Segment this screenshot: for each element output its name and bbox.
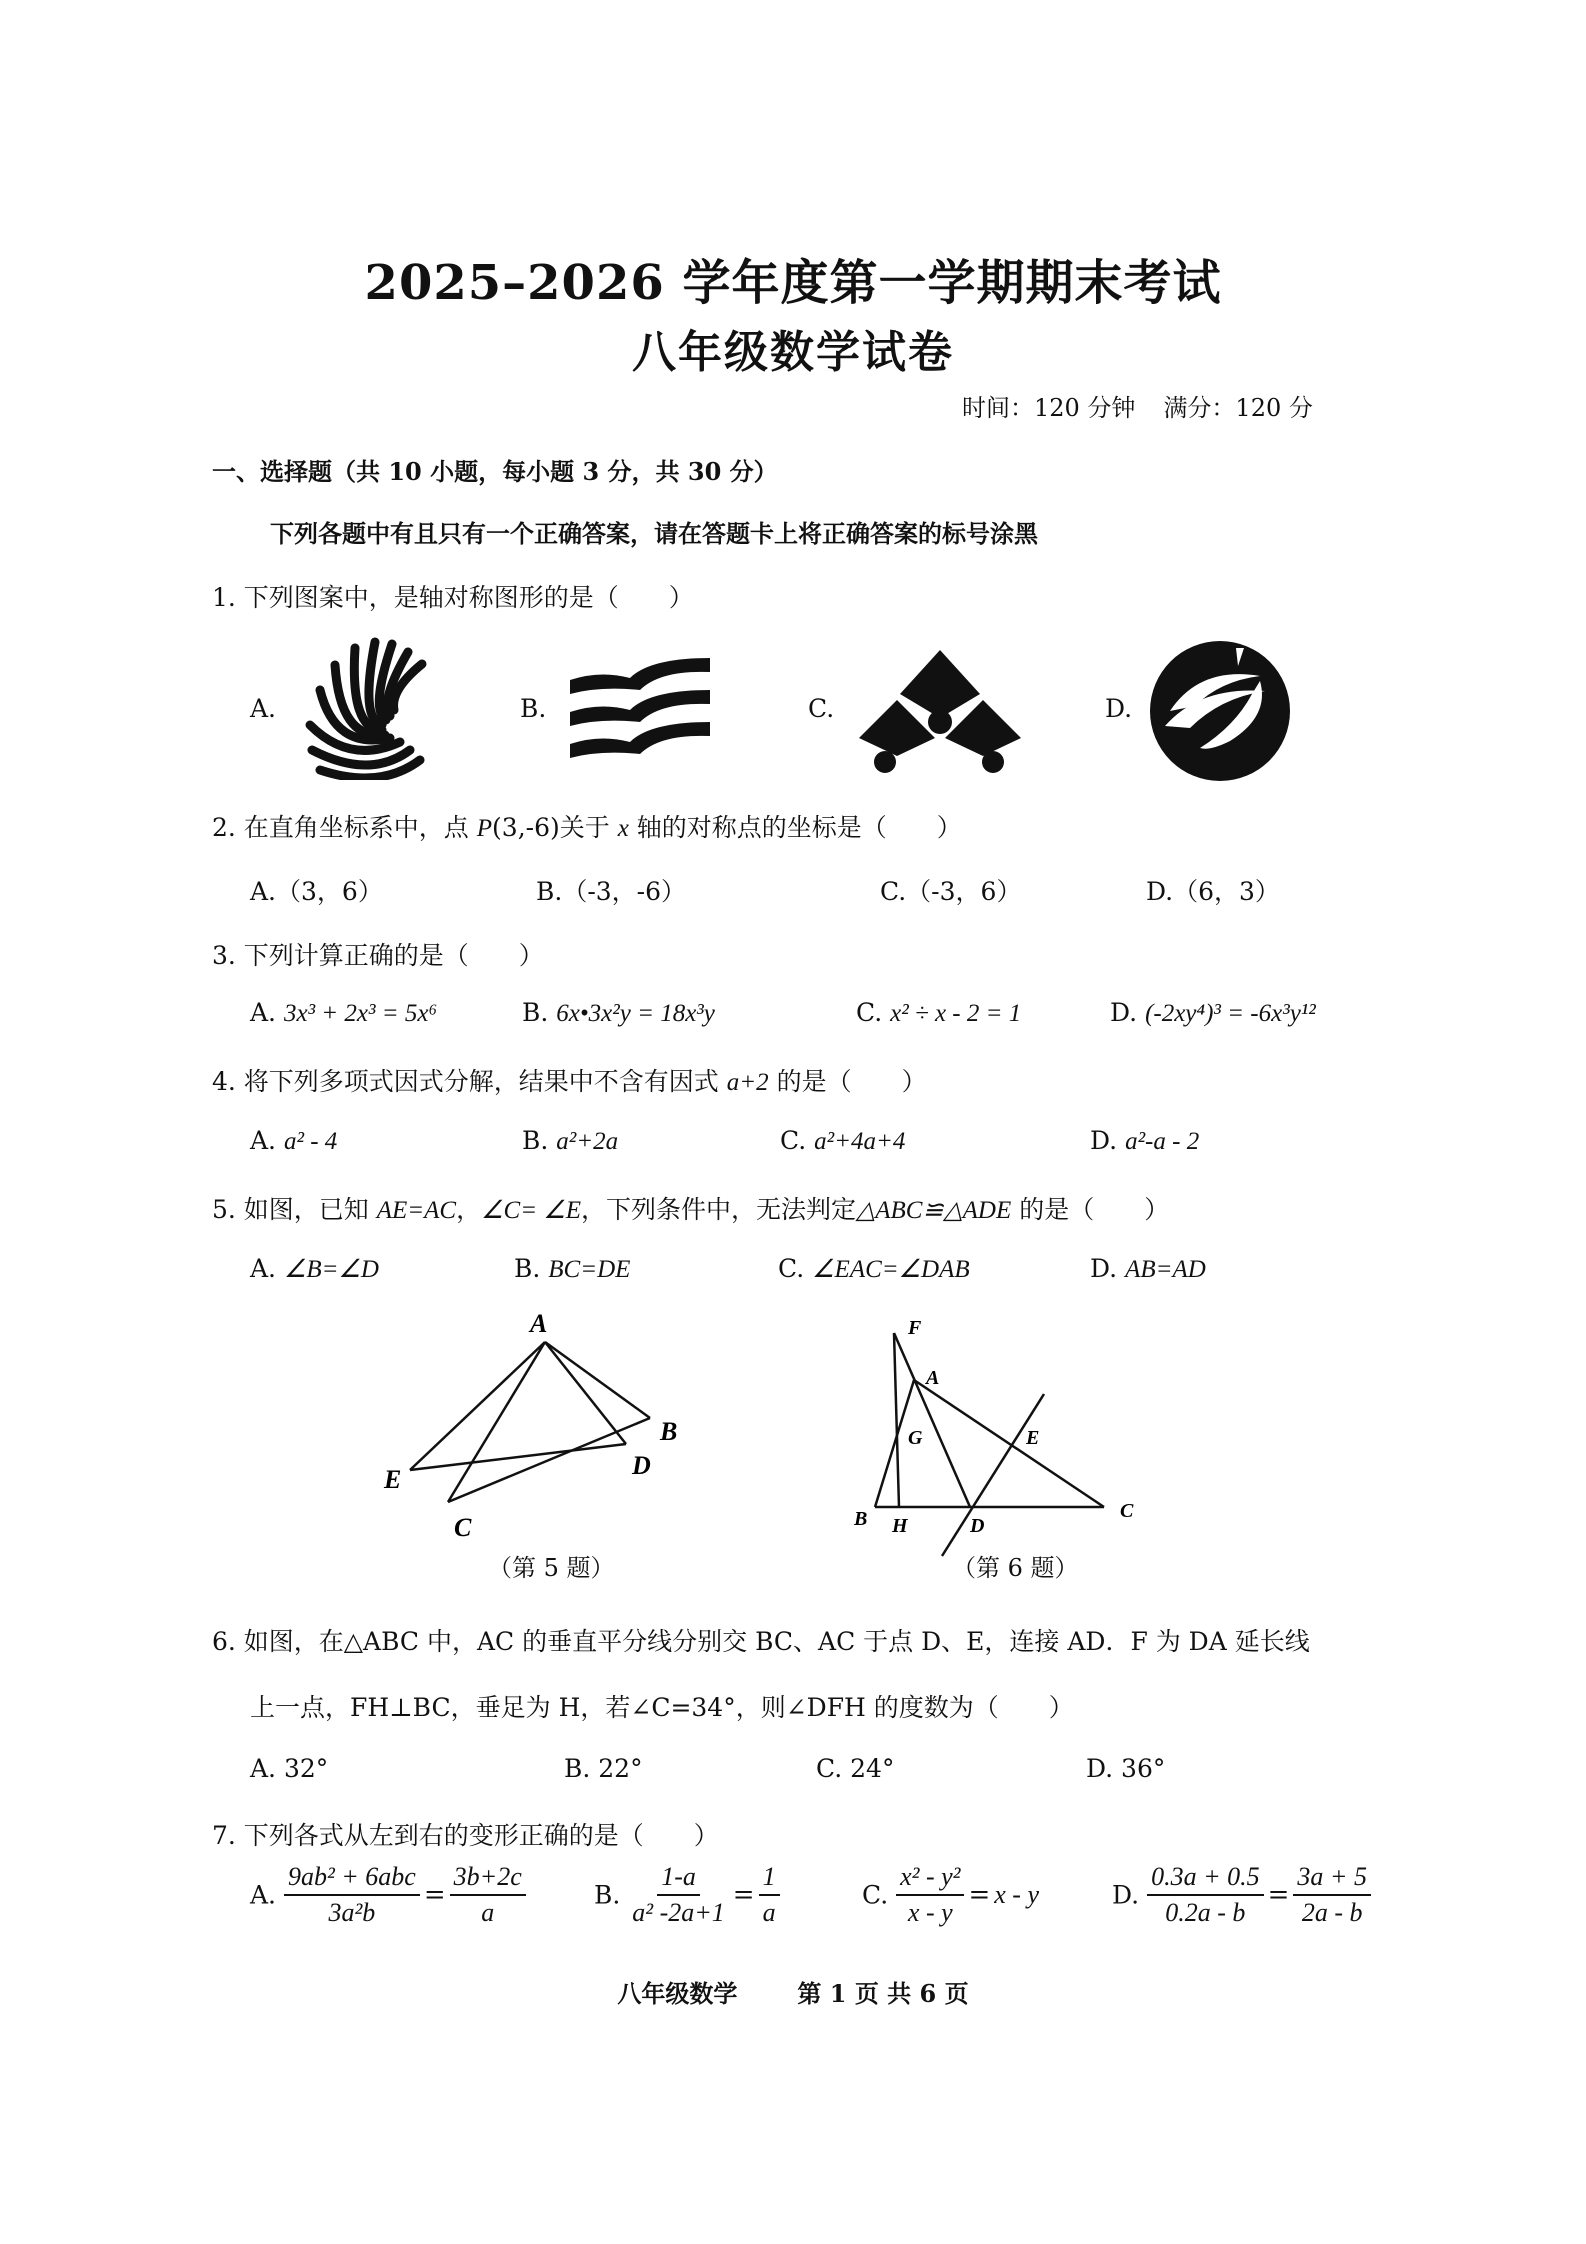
q7-b-rhs-num: 1 [759,1860,780,1896]
q4-label-a: A. [250,1126,277,1155]
q7-a-lhs [284,1860,420,1930]
q7-b-rhs-den: a [762,1898,776,1927]
q3-option-b [522,998,715,1028]
q4-option-a [250,1126,337,1156]
q4-expr-c: a²+4a+4 [814,1128,906,1155]
q7-b-equals: = [732,1880,755,1910]
q5-congruence: △ABC≌△ADE [856,1197,1012,1224]
q4-factor: a+2 [726,1069,769,1096]
q5-option-a [250,1254,379,1284]
q1-option-d-label: D. [1105,694,1133,723]
section-heading: 一、选择题（共 10 小题，每小题 3 分，共 30 分） [212,457,778,486]
q7-c-lhs-den: x - y [907,1898,953,1927]
question-7-stem: 7. 下列各式从左到右的变形正确的是（ ） [212,1821,719,1850]
q6-option-a: A. 32° [250,1754,329,1783]
question-1-stem: 1. 下列图案中，是轴对称图形的是（ ） [212,583,694,612]
q5-stem-pre: 5. 如图，已知 [212,1195,377,1224]
q7-option-d [1112,1860,1371,1930]
q7-option-b [594,1860,780,1930]
q7-d-equals: = [1267,1880,1290,1910]
q3-option-a [250,998,437,1028]
q6-figure [830,1300,1160,1560]
q5-option-d [1090,1254,1206,1284]
point-label-b: B [854,1508,868,1530]
q7-d-lhs-num: 0.3a + 0.5 [1147,1860,1264,1896]
q3-label-d: D. [1110,998,1138,1027]
q7-d-rhs-den: 2a - b [1301,1898,1363,1927]
q7-label-a: A. [250,1880,277,1910]
section-instruction: 下列各题中有且只有一个正确答案，请在答题卡上将正确答案的标号涂黑 [270,519,1038,548]
q6-option-c: C. 24° [816,1754,895,1783]
q7-a-lhs-num: 9ab² + 6abc [284,1860,420,1896]
q2-axis: x [617,815,629,842]
q4-option-c [780,1126,905,1156]
q7-a-equals: = [423,1880,446,1910]
q2-stem-mid: (3,-6)关于 [492,813,618,842]
q5-option-c [778,1254,970,1284]
q7-c-equals: = [968,1880,991,1910]
q7-d-lhs [1147,1860,1264,1930]
q7-a-rhs-num: 3b+2c [450,1860,526,1896]
q5-label-d: D. [1090,1254,1118,1283]
q4-option-b [522,1126,618,1156]
q2-point: P [476,815,493,842]
q2-option-a: A.（3，6） [250,877,383,906]
q7-label-b: B. [594,1880,621,1910]
q5-figure [370,1300,710,1550]
q7-a-rhs [450,1860,526,1930]
q2-option-c: C.（-3，6） [880,877,1022,906]
q4-stem-pre: 4. 将下列多项式因式分解，结果中不含有因式 [212,1067,727,1096]
q7-b-rhs [759,1860,780,1930]
q5-stem-mid: ，下列条件中，无法判定 [581,1195,857,1224]
footer-subject: 八年级数学 [617,1979,738,2008]
q4-expr-b: a²+2a [556,1128,619,1155]
q4-expr-a: a² - 4 [283,1128,338,1155]
swoosh-logo-icon [290,630,480,780]
point-label-d: D [632,1451,651,1480]
q7-c-rhs: x - y [994,1880,1040,1909]
question-3-stem: 3. 下列计算正确的是（ ） [212,941,544,970]
q3-expr-b: 6x•3x²y = 18x³y [556,1000,715,1027]
q2-stem-post: 轴的对称点的坐标是（ ） [628,813,962,842]
wave-stripes-logo-icon [560,650,730,770]
point-label-f: F [908,1317,922,1339]
q5-label-a: A. [250,1254,277,1283]
q3-expr-c: x² ÷ x - 2 = 1 [890,1000,1022,1027]
q4-expr-d: a²-a - 2 [1125,1128,1200,1155]
point-label-h: H [892,1515,908,1537]
q7-d-rhs-num: 3a + 5 [1293,1860,1371,1896]
q4-label-b: B. [522,1126,549,1155]
segment-ac [448,1342,545,1502]
q7-c-lhs [896,1860,964,1930]
question-4-stem [212,1062,927,1098]
q6-option-b: B. 22° [564,1754,643,1783]
point-label-a: A [926,1367,940,1389]
q5-figure-caption: （第 5 题） [488,1554,615,1582]
q5-label-b: B. [514,1254,541,1283]
q4-option-d [1090,1126,1199,1156]
q7-b-lhs-num: 1-a [657,1860,700,1896]
segment-ae [410,1342,545,1470]
q3-label-c: C. [856,998,883,1027]
q7-c-lhs-num: x² - y² [896,1860,964,1896]
point-label-e: E [1026,1427,1040,1449]
q7-option-c [862,1860,1039,1930]
q5-stem-post: 的是（ ） [1011,1195,1170,1224]
segment-ed [410,1444,626,1470]
q3-option-c [856,998,1021,1028]
q3-label-b: B. [522,998,549,1027]
segment-cb [448,1418,650,1502]
point-label-a: A [530,1309,548,1338]
q7-d-rhs [1293,1860,1371,1930]
point-label-b: B [660,1417,678,1446]
exam-meta [962,388,1313,423]
q4-label-c: C. [780,1126,807,1155]
q7-a-rhs-den: a [481,1898,495,1927]
point-label-d: D [970,1515,985,1537]
q5-cond2: ∠C= ∠E [481,1197,582,1224]
q7-b-lhs-den: a² -2a+1 [632,1898,725,1927]
page-footer [0,1974,1586,2009]
q5-expr-b: BC=DE [548,1256,631,1283]
q7-label-c: C. [862,1880,889,1910]
q6-option-d: D. 36° [1086,1754,1166,1783]
point-label-c: C [454,1513,472,1542]
q5-expr-a: ∠B=∠D [283,1256,379,1283]
question-6-stem-line2: 上一点，FH⊥BC，垂足为 H，若∠C=34°，则∠DFH 的度数为（ ） [250,1693,1074,1722]
q4-stem-post: 的是（ ） [768,1067,927,1096]
q2-stem-pre: 2. 在直角坐标系中，点 [212,813,477,842]
exam-full-score: 满分：120 分 [1163,394,1313,422]
segment-fd [894,1333,970,1507]
q5-expr-c: ∠EAC=∠DAB [812,1256,970,1283]
q5-option-b [514,1254,630,1284]
q3-expr-d: (-2xy⁴)³ = -6x³y¹² [1145,1000,1316,1027]
q4-label-d: D. [1090,1126,1118,1155]
segment-fh [894,1333,899,1507]
question-5-stem [212,1190,1169,1226]
q7-option-a [250,1860,526,1930]
q1-option-a-label: A. [250,694,277,723]
q1-option-b-label: B. [520,694,547,723]
exam-subtitle: 八年级数学试卷 [632,327,954,378]
q3-expr-a: 3x³ + 2x³ = 5x⁶ [283,1000,438,1027]
q2-option-d: D.（6，3） [1146,877,1280,906]
point-label-g: G [908,1427,923,1449]
q5-cond1: AE=AC [376,1197,457,1224]
q3-option-d [1110,998,1316,1028]
exam-title: 2025–2026 学年度第一学期期末考试 [364,255,1222,311]
exam-time: 时间：120 分钟 [962,394,1136,422]
q7-b-lhs [628,1860,729,1930]
triangle-diamonds-logo-icon [845,646,1035,776]
circle-swirl-logo-icon [1140,636,1300,786]
footer-page-number: 第 1 页 共 6 页 [797,1979,969,2008]
q5-label-c: C. [778,1254,805,1283]
point-label-c: C [1120,1500,1134,1522]
q5-sep: ， [456,1195,482,1224]
question-6-stem-line1: 6. 如图，在△ABC 中，AC 的垂直平分线分别交 BC、AC 于点 D、E，连接 AD．F 为 DA 延长线 [212,1627,1310,1656]
question-2-stem [212,808,962,844]
q2-option-b: B.（-3，-6） [536,877,687,906]
q7-a-lhs-den: 3a²b [328,1898,376,1927]
q1-option-c-label: C. [808,694,835,723]
q7-d-lhs-den: 0.2a - b [1165,1898,1246,1927]
q3-label-a: A. [250,998,277,1027]
q7-label-d: D. [1112,1880,1140,1910]
q5-expr-d: AB=AD [1125,1256,1206,1283]
point-label-e: E [384,1465,402,1494]
q6-figure-caption: （第 6 题） [952,1554,1079,1582]
